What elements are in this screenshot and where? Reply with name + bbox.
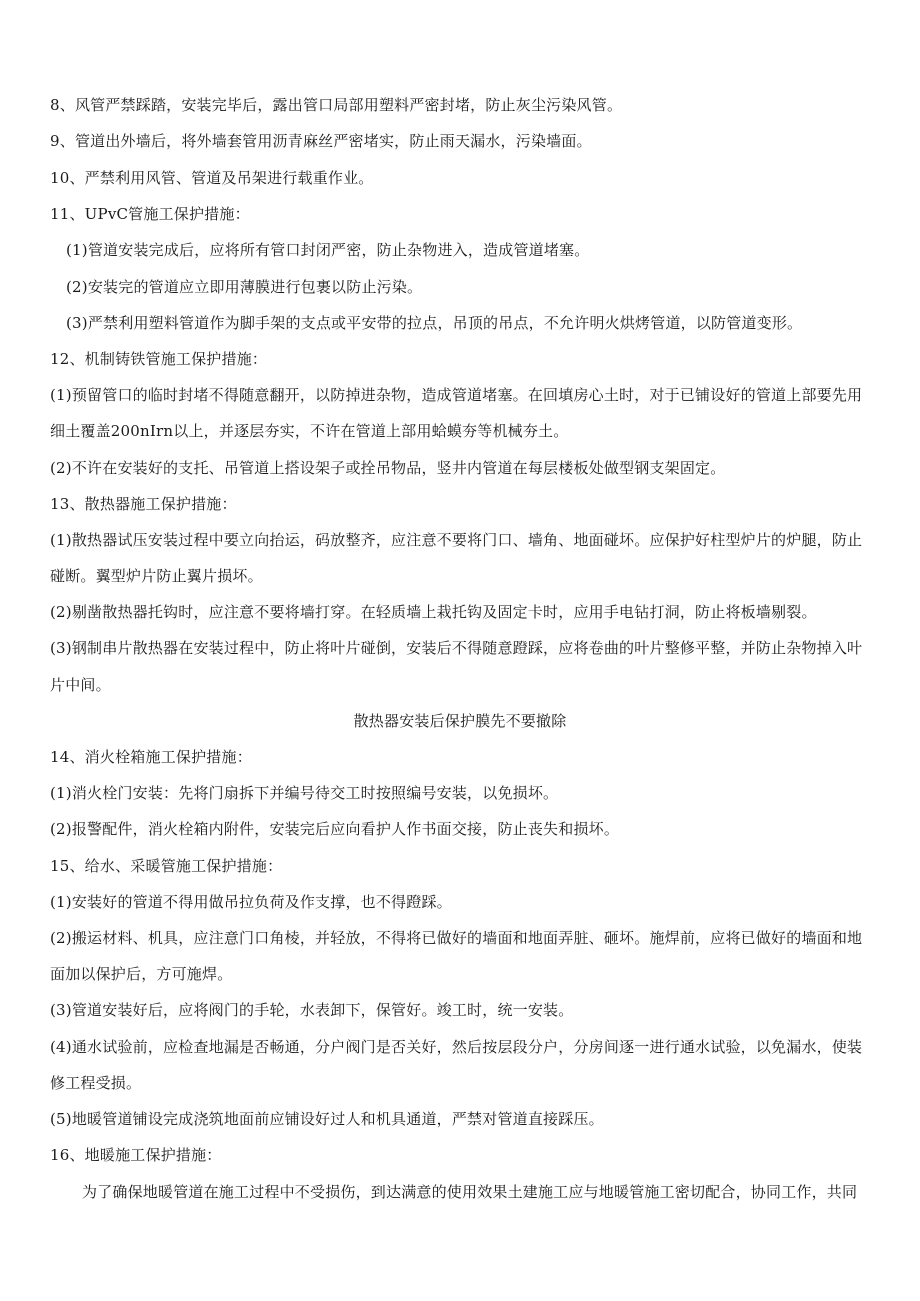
- section-heading-16: 16、地暖施工保护措施：: [50, 1146, 222, 1164]
- paragraph-item-8: 8、风管严禁踩踏，安装完毕后，露出管口局部用塑料严密封堵，防止灰尘污染风管。: [50, 96, 623, 114]
- list-item: (2)安装完的管道应立即用薄膜进行包裹以防止污染。: [66, 278, 423, 296]
- list-item-continuation: 细土覆盖200nIrn以上，并逐层夯实，不许在管道上部用蛤蟆夯等机械夯土。: [50, 422, 569, 440]
- list-item-continuation: 面加以保护后，方可施焊。: [50, 965, 233, 983]
- section-heading-11: 11、UPvC管施工保护措施：: [50, 205, 250, 223]
- list-item: (1)安装好的管道不得用做吊拉负荷及作支撑，也不得蹬踩。: [50, 893, 452, 911]
- list-item: (2)报警配件，消火栓箱内附件，安装完后应向看护人作书面交接，防止丧失和损坏。: [50, 820, 620, 838]
- list-item: (2)剔凿散热器托钩时，应注意不要将墙打穿。在轻质墙上栽托钩及固定卡时，应用手电钻打洞，防止将板墙剔裂。: [50, 603, 817, 621]
- list-item-continuation: 片中间。: [50, 676, 111, 694]
- list-item: (1)管道安装完成后，应将所有管口封闭严密，防止杂物进入，造成管道堵塞。: [66, 241, 590, 259]
- list-item: (3)钢制串片散热器在安装过程中，防止将叶片碰倒，安装后不得随意蹬踩，应将卷曲的叶片整修平整，并防止杂物掉入叶: [50, 639, 863, 657]
- list-item: (2)不许在安装好的支托、吊管道上搭设架子或拴吊物品，竖井内管道在每层楼板处做型钢支架固定。: [50, 459, 726, 477]
- list-item: (1)预留管口的临时封堵不得随意翻开，以防掉进杂物，造成管道堵塞。在回填房心土时，对于已铺设好的管道上部要先用: [50, 386, 863, 404]
- list-item: (4)通水试验前，应检查地漏是否畅通，分户阀门是否关好，然后按层段分户，分房间逐一进行通水试验，以免漏水，使装: [50, 1038, 863, 1056]
- paragraph-item-10: 10、严禁利用风管、管道及吊架进行载重作业。: [50, 169, 374, 187]
- list-item: (1)散热器试压安装过程中要立向抬运，码放整齐，应注意不要将门口、墙角、地面碰坏。应保护好柱型炉片的炉腿，防止: [50, 531, 863, 549]
- section-heading-15: 15、给水、采暖管施工保护措施：: [50, 857, 283, 875]
- section-heading-14: 14、消火栓箱施工保护措施：: [50, 748, 252, 766]
- paragraph-item-9: 9、管道出外墙后，将外墙套管用沥青麻丝严密堵实，防止雨天漏水，污染墙面。: [50, 132, 592, 150]
- list-item-continuation: 碰断。翼型炉片防止翼片损坏。: [50, 567, 263, 585]
- section-heading-12: 12、机制铸铁管施工保护措施：: [50, 350, 268, 368]
- centered-note: 散热器安装后保护膜先不要撤除: [353, 712, 567, 730]
- list-item: (3)严禁利用塑料管道作为脚手架的支点或平安带的拉点，吊顶的吊点，不允许明火烘烤管道，以防管道变形。: [66, 314, 803, 332]
- list-item: (2)搬运材料、机具，应注意门口角棱，并轻放，不得将已做好的墙面和地面弄脏、砸坏。施焊前，应将已做好的墙面和地: [50, 929, 863, 947]
- list-item: (3)管道安装好后，应将阀门的手轮，水表卸下，保管好。竣工时，统一安装。: [50, 1001, 574, 1019]
- section-heading-13: 13、散热器施工保护措施：: [50, 495, 237, 513]
- list-item-continuation: 修工程受损。: [50, 1074, 142, 1092]
- body-paragraph: 为了确保地暖管道在施工过程中不受损伤，到达满意的使用效果土建施工应与地暖管施工密切配合，协同工作，共同: [82, 1183, 858, 1201]
- list-item: (5)地暖管道铺设完成浇筑地面前应铺设好过人和机具通道，严禁对管道直接踩压。: [50, 1110, 604, 1128]
- list-item: (1)消火栓门安装：先将门扇拆下并编号待交工时按照编号安装，以免损坏。: [50, 784, 559, 802]
